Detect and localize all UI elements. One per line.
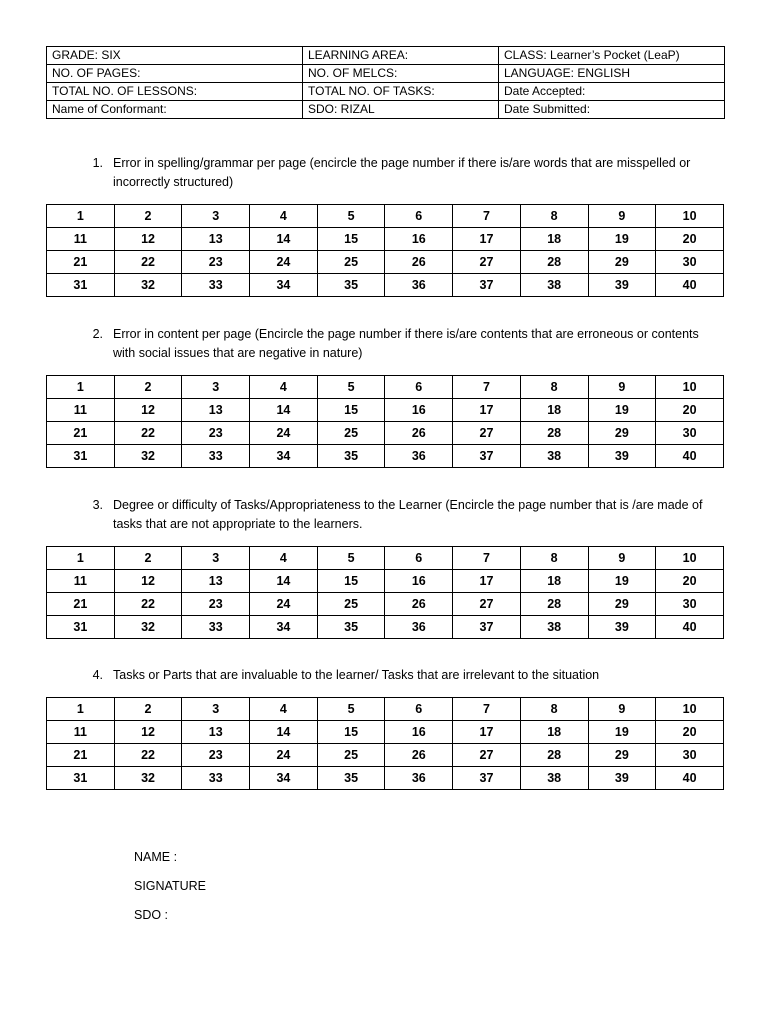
page-number-cell[interactable]: 8 [520,376,588,399]
page-number-cell[interactable]: 29 [588,593,656,616]
page-number-cell[interactable]: 23 [182,422,250,445]
instruction-number: 1. [92,156,103,170]
page-number-cell[interactable]: 16 [385,570,453,593]
header-info-table [46,46,725,119]
page-number-cell[interactable]: 39 [588,445,656,468]
page-row [47,422,724,445]
page-number-cell[interactable]: 14 [250,399,318,422]
page-number-cell[interactable]: 38 [520,616,588,639]
page-number-cell[interactable]: 8 [520,205,588,228]
header-row [47,65,725,83]
page-number-cell[interactable]: 16 [385,228,453,251]
page-number-cell[interactable]: 12 [114,721,182,744]
page-number-cell[interactable]: 30 [656,422,724,445]
page-number-cell[interactable]: 19 [588,721,656,744]
page-number-cell[interactable]: 6 [385,698,453,721]
page-number-cell[interactable]: 20 [656,399,724,422]
page-number-cell[interactable]: 37 [453,616,521,639]
page-number-cell[interactable]: 9 [588,205,656,228]
page-number-cell[interactable]: 15 [317,721,385,744]
page-number-grid [46,204,724,297]
page-number-cell[interactable]: 31 [47,767,115,790]
page-number-cell[interactable]: 8 [520,547,588,570]
page-number-grid [46,697,724,790]
instruction-text: Error in spelling/grammar per page (encircle the page number if there is/are words that are misspelled or incorrectly structured) [113,156,691,189]
header-cell: TOTAL NO. OF LESSONS: [47,83,303,101]
page-number-cell[interactable]: 19 [588,228,656,251]
page-number-cell[interactable]: 20 [656,228,724,251]
page-number-cell[interactable]: 39 [588,274,656,297]
page-number-cell[interactable]: 5 [317,547,385,570]
page-number-cell[interactable]: 9 [588,698,656,721]
page-row [47,376,724,399]
page-number-grid [46,546,724,639]
header-cell: GRADE: SIX [47,47,303,65]
page-row [47,274,724,297]
page-number-cell[interactable]: 10 [656,547,724,570]
instruction [46,325,724,363]
header-cell: NO. OF MELCS: [303,65,499,83]
page-number-cell[interactable]: 15 [317,399,385,422]
page-number-cell[interactable]: 32 [114,445,182,468]
page-number-cell[interactable]: 33 [182,445,250,468]
page-number-cell[interactable]: 15 [317,228,385,251]
page-number-cell[interactable]: 35 [317,445,385,468]
page-number-cell[interactable]: 34 [250,767,318,790]
page-number-cell[interactable]: 26 [385,251,453,274]
page-number-cell[interactable]: 36 [385,616,453,639]
page-number-cell[interactable]: 40 [656,274,724,297]
header-cell: Date Submitted: [499,101,725,119]
page-number-cell[interactable]: 37 [453,767,521,790]
signature-label: SIGNATURE [134,879,206,893]
page-number-cell[interactable]: 17 [453,721,521,744]
header-row [47,83,725,101]
page-number-cell[interactable]: 26 [385,744,453,767]
page-number-cell[interactable]: 6 [385,376,453,399]
page-number-cell[interactable]: 34 [250,445,318,468]
page-number-cell[interactable]: 31 [47,616,115,639]
page-number-cell[interactable]: 38 [520,767,588,790]
page-number-cell[interactable]: 23 [182,744,250,767]
page-number-cell[interactable]: 33 [182,274,250,297]
section-content-errors [46,325,724,468]
page-number-cell[interactable]: 7 [453,547,521,570]
page-number-cell[interactable]: 5 [317,376,385,399]
instruction-number: 4. [92,668,103,682]
page-number-cell[interactable]: 18 [520,721,588,744]
page-number-cell[interactable]: 2 [114,698,182,721]
page-number-cell[interactable]: 40 [656,445,724,468]
page-number-cell[interactable]: 22 [114,422,182,445]
page-number-cell[interactable]: 13 [182,721,250,744]
page-number-cell[interactable]: 4 [250,376,318,399]
section-spelling-grammar [46,154,724,297]
page-number-cell[interactable]: 11 [47,570,115,593]
page-number-cell[interactable]: 32 [114,767,182,790]
page-number-cell[interactable]: 31 [47,274,115,297]
page-number-cell[interactable]: 1 [47,698,115,721]
page-number-cell[interactable]: 4 [250,547,318,570]
page-number-cell[interactable]: 6 [385,205,453,228]
page-number-cell[interactable]: 2 [114,376,182,399]
page-row [47,399,724,422]
page-number-cell[interactable]: 19 [588,570,656,593]
page-number-cell[interactable]: 39 [588,767,656,790]
page-number-cell[interactable]: 40 [656,767,724,790]
page-number-cell[interactable]: 27 [453,744,521,767]
page-number-cell[interactable]: 12 [114,228,182,251]
page-number-cell[interactable]: 28 [520,744,588,767]
page-row [47,744,724,767]
page-number-cell[interactable]: 28 [520,422,588,445]
page-row [47,445,724,468]
page-number-cell[interactable]: 10 [656,376,724,399]
page-number-cell[interactable]: 25 [317,422,385,445]
header-info-body [47,47,725,119]
page-number-cell[interactable]: 5 [317,698,385,721]
header-row [47,47,725,65]
page-number-cell[interactable]: 13 [182,228,250,251]
page-number-cell[interactable]: 35 [317,767,385,790]
page-number-cell[interactable]: 13 [182,570,250,593]
page-number-cell[interactable]: 38 [520,445,588,468]
page-number-cell[interactable]: 17 [453,228,521,251]
page-number-cell[interactable]: 10 [656,698,724,721]
name-label: NAME : [134,850,178,864]
instruction [46,496,724,534]
page-number-cell[interactable]: 24 [250,744,318,767]
page-number-cell[interactable]: 36 [385,274,453,297]
page-number-cell[interactable]: 21 [47,593,115,616]
page-number-cell[interactable]: 2 [114,547,182,570]
header-cell: NO. OF PAGES: [47,65,303,83]
instruction-text: Degree or difficulty of Tasks/Appropriateness to the Learner (Encircle the page number that is /are made of tasks that are not appropriate to the learners. [113,498,703,531]
section-task-difficulty [46,496,724,639]
page-number-cell[interactable]: 26 [385,422,453,445]
page-number-cell[interactable]: 18 [520,570,588,593]
page-number-cell[interactable]: 4 [250,698,318,721]
page-number-cell[interactable]: 16 [385,721,453,744]
page-number-cell[interactable]: 35 [317,616,385,639]
page-row [47,205,724,228]
page-number-cell[interactable]: 22 [114,744,182,767]
instruction-text: Tasks or Parts that are invaluable to the learner/ Tasks that are irrelevant to the situation [113,668,600,682]
page-number-cell[interactable]: 1 [47,547,115,570]
page-number-cell[interactable]: 32 [114,274,182,297]
page-row [47,547,724,570]
page-number-cell[interactable]: 34 [250,274,318,297]
page-row [47,767,724,790]
instruction-number: 3. [92,498,103,512]
page-number-cell[interactable]: 31 [47,445,115,468]
page-number-cell[interactable]: 25 [317,251,385,274]
header-cell: Name of Conformant: [47,101,303,119]
page-number-cell[interactable]: 26 [385,593,453,616]
page-number-cell[interactable]: 14 [250,228,318,251]
page-row [47,616,724,639]
page-number-cell[interactable]: 23 [182,251,250,274]
page-number-cell[interactable]: 38 [520,274,588,297]
page-number-cell[interactable]: 11 [47,721,115,744]
page-number-cell[interactable]: 33 [182,616,250,639]
page-number-cell[interactable]: 36 [385,767,453,790]
page-number-cell[interactable]: 23 [182,593,250,616]
page-number-cell[interactable]: 21 [47,422,115,445]
header-cell: LANGUAGE: ENGLISH [499,65,725,83]
sdo-label: SDO : [134,908,169,922]
page-number-cell[interactable]: 29 [588,744,656,767]
instruction [46,154,724,192]
page-number-cell[interactable]: 20 [656,570,724,593]
page-number-cell[interactable]: 15 [317,570,385,593]
page-number-cell[interactable]: 7 [453,698,521,721]
page-number-grid [46,375,724,468]
header-cell: CLASS: Learner’s Pocket (LeaP) [499,47,725,65]
page-number-cell[interactable]: 7 [453,376,521,399]
page-number-cell[interactable]: 9 [588,547,656,570]
header-cell: SDO: RIZAL [303,101,499,119]
page-number-cell[interactable]: 20 [656,721,724,744]
page-number-cell[interactable]: 35 [317,274,385,297]
page-number-cell[interactable]: 21 [47,251,115,274]
page-number-cell[interactable]: 27 [453,422,521,445]
header-row [47,101,725,119]
page-number-cell[interactable]: 3 [182,698,250,721]
header-cell: LEARNING AREA: [303,47,499,65]
page-number-cell[interactable]: 24 [250,422,318,445]
page-number-cell[interactable]: 14 [250,721,318,744]
page-number-cell[interactable]: 2 [114,205,182,228]
page-number-cell[interactable]: 34 [250,616,318,639]
page-number-cell[interactable]: 17 [453,570,521,593]
header-cell: Date Accepted: [499,83,725,101]
page-number-cell[interactable]: 3 [182,376,250,399]
page-number-cell[interactable]: 28 [520,251,588,274]
instruction-text: Error in content per page (Encircle the page number if there is/are contents that are erroneous or contents with social issues that are negative in nature) [113,327,699,360]
page-number-cell[interactable]: 12 [114,570,182,593]
page-row [47,593,724,616]
page-row [47,698,724,721]
page-number-cell[interactable]: 16 [385,399,453,422]
page-row [47,251,724,274]
page-number-cell[interactable]: 27 [453,251,521,274]
page-number-cell[interactable]: 28 [520,593,588,616]
page-number-cell[interactable]: 5 [317,205,385,228]
page-number-cell[interactable]: 29 [588,251,656,274]
page-number-cell[interactable]: 36 [385,445,453,468]
page-number-cell[interactable]: 6 [385,547,453,570]
page-row [47,570,724,593]
page-number-cell[interactable]: 32 [114,616,182,639]
page-number-cell[interactable]: 10 [656,205,724,228]
page-number-cell[interactable]: 14 [250,570,318,593]
page-number-cell[interactable]: 11 [47,228,115,251]
page-number-cell[interactable]: 39 [588,616,656,639]
section-invaluable-tasks [46,666,724,790]
page-number-cell[interactable]: 13 [182,399,250,422]
page-number-cell[interactable]: 40 [656,616,724,639]
signature-block [134,848,206,935]
page-number-cell[interactable]: 33 [182,767,250,790]
page-number-cell[interactable]: 37 [453,445,521,468]
page-number-cell[interactable]: 30 [656,251,724,274]
page-row [47,228,724,251]
page-number-cell[interactable]: 19 [588,399,656,422]
page-number-cell[interactable]: 21 [47,744,115,767]
page-number-cell[interactable]: 4 [250,205,318,228]
page-number-cell[interactable]: 12 [114,399,182,422]
page-number-cell[interactable]: 3 [182,547,250,570]
page-number-cell[interactable]: 1 [47,205,115,228]
page-row [47,721,724,744]
page-number-cell[interactable]: 30 [656,593,724,616]
instruction-number: 2. [92,327,103,341]
page-number-cell[interactable]: 24 [250,593,318,616]
page-number-cell[interactable]: 9 [588,376,656,399]
page-number-cell[interactable]: 22 [114,593,182,616]
page-number-cell[interactable]: 22 [114,251,182,274]
page-number-cell[interactable]: 8 [520,698,588,721]
page-number-cell[interactable]: 17 [453,399,521,422]
page-number-cell[interactable]: 24 [250,251,318,274]
header-cell: TOTAL NO. OF TASKS: [303,83,499,101]
page-number-cell[interactable]: 25 [317,744,385,767]
page-number-cell[interactable]: 7 [453,205,521,228]
instruction [46,666,724,685]
page-number-cell[interactable]: 30 [656,744,724,767]
page-number-cell[interactable]: 18 [520,399,588,422]
page-number-cell[interactable]: 29 [588,422,656,445]
page-number-cell[interactable]: 18 [520,228,588,251]
page-number-cell[interactable]: 11 [47,399,115,422]
page-number-cell[interactable]: 3 [182,205,250,228]
page-number-cell[interactable]: 37 [453,274,521,297]
page-number-cell[interactable]: 25 [317,593,385,616]
page-number-cell[interactable]: 1 [47,376,115,399]
page-number-cell[interactable]: 27 [453,593,521,616]
